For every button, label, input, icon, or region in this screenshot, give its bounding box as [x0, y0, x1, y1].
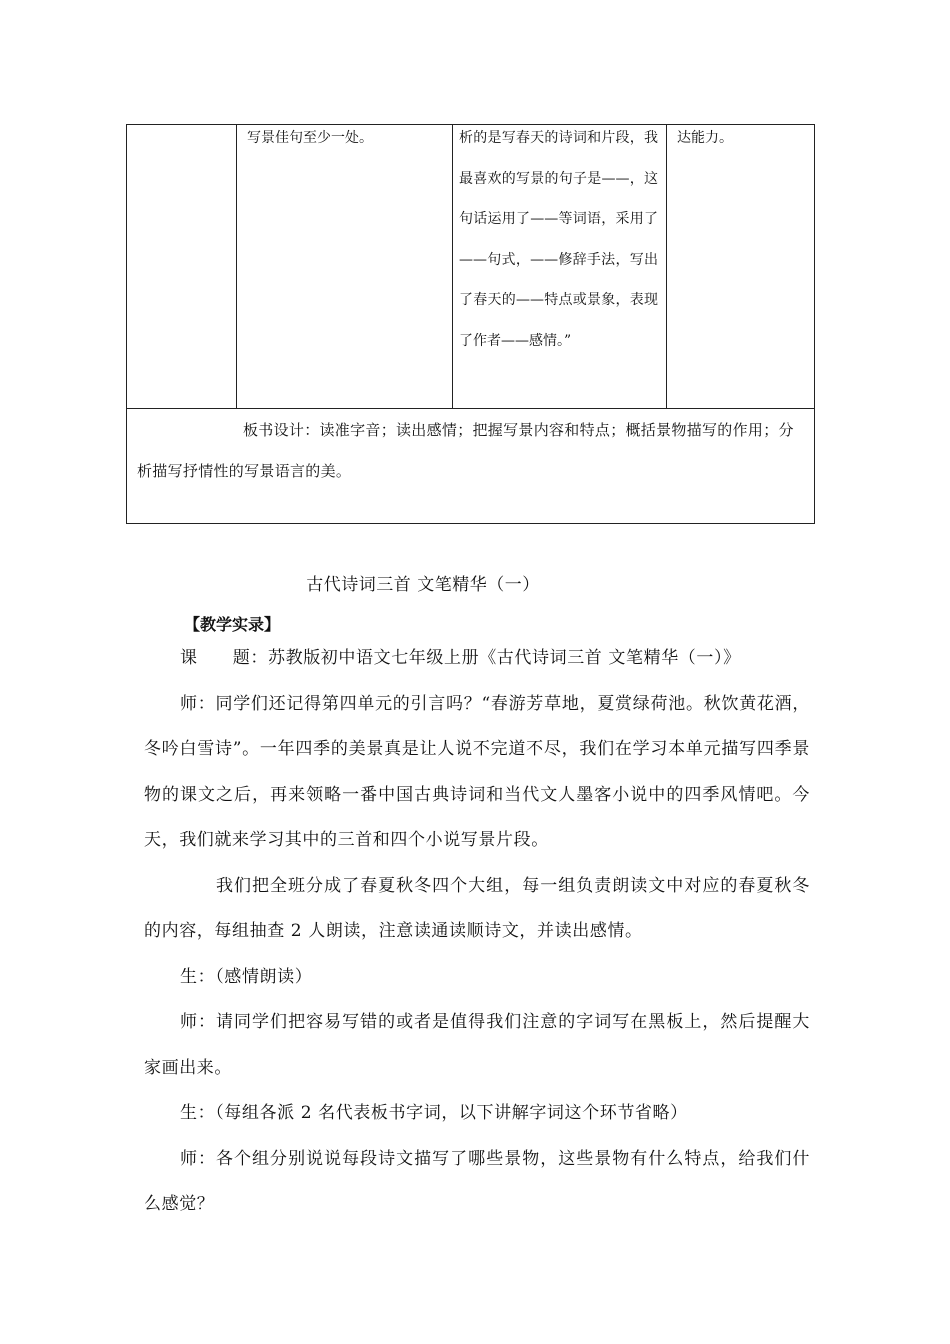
table-cell-empty	[127, 125, 237, 408]
board-design-row	[127, 408, 814, 523]
document-title: 古代诗词三首 文笔精华（一）	[306, 575, 540, 595]
paragraph-teacher-intro: 师：同学们还记得第四单元的引言吗？“春游芳草地，夏赏绿荷池。秋饮黄花酒，冬吟白雪诗”。一年四季的美景真是让人说不完道不尽，我们在学习本单元描写四季景物的课文之后，再来领略一番中国古典诗词和当代文人墨客小说中的四季风情吧。今天，我们就来学习其中的三首和四个小说写景片段。	[144, 693, 810, 850]
lesson-plan-table	[126, 124, 815, 524]
board-design-text: 板书设计：读准字音；读出感情；把握写景内容和特点；概括景物描写的作用；分析描写抒情性的写景语言的美。	[137, 421, 794, 480]
paragraph-topic: 课 题：苏教版初中语文七年级上册《古代诗词三首 文笔精华（一）》	[180, 648, 741, 668]
table-cell-goal: 达能力。	[677, 130, 733, 146]
table-cell-requirement: 写景佳句至少一处。	[237, 125, 453, 408]
table-row	[127, 125, 814, 409]
paragraph-student-board: 生：（每组各派 2 名代表板书字词，以下讲解字词这个环节省略）	[180, 1103, 688, 1123]
lesson-transcript	[144, 636, 810, 1228]
paragraph-grouping: 我们把全班分成了春夏秋冬四个大组，每一组负责朗读文中对应的春夏秋冬的内容，每组抽查 2 人朗读，注意读通读顺诗文，并读出感情。	[144, 875, 810, 941]
paragraph-student-reading: 生：（感情朗读）	[180, 966, 313, 987]
paragraph-teacher-question: 师：各个组分别说说每段诗文描写了哪些景物，这些景物有什么特点，给我们什么感觉？	[144, 1148, 810, 1214]
paragraph-teacher-words: 师：请同学们把容易写错的或者是值得我们注意的字词写在黑板上，然后提醒大家画出来。	[144, 1012, 810, 1078]
section-heading: 【教学实录】	[184, 615, 281, 634]
table-cell-template: 析的是写春天的诗词和片段，我最喜欢的写景的句子是——，这句话运用了——等词语，采用了——句式，——修辞手法，写出了春天的——特点或景象，表现了作者——感情。”	[453, 125, 667, 408]
